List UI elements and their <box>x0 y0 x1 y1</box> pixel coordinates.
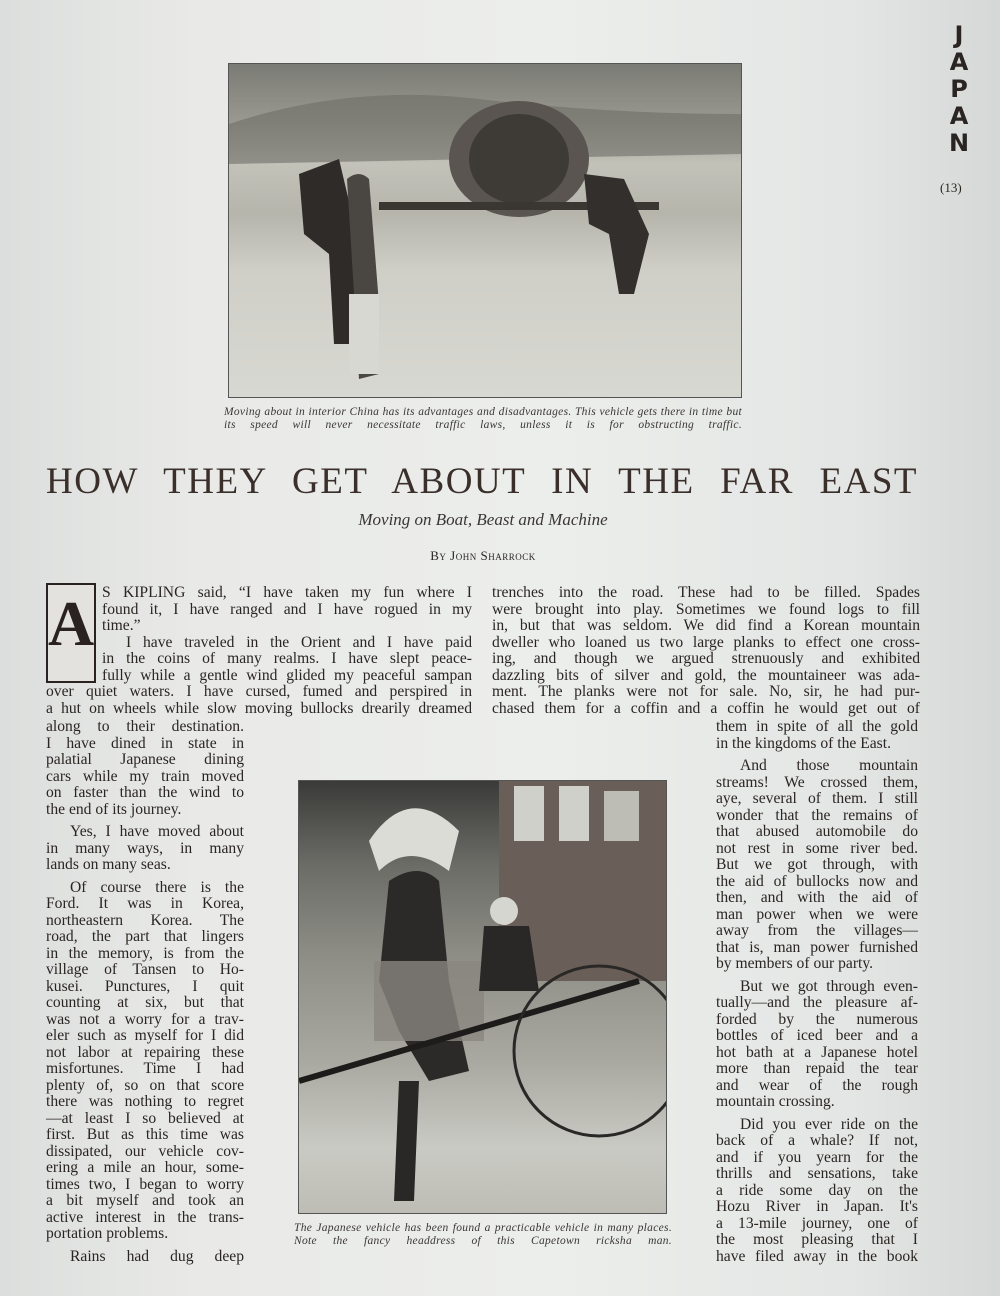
text-line: tually—and the pleasure af- <box>716 994 918 1011</box>
text-line: I have dined in state in <box>46 734 244 752</box>
text-line: lands on many seas. <box>46 856 171 873</box>
paragraph <box>716 979 918 1111</box>
text-line: the end of its journey. <box>46 800 182 818</box>
text-line: in the kingdoms of the East. <box>716 734 891 752</box>
paragraph <box>716 758 918 973</box>
text-line: bottles of iced beer and a <box>716 1027 918 1044</box>
text-line: by members of our party. <box>716 955 874 972</box>
text-line: misfortunes. Time I had <box>46 1060 244 1077</box>
text-line: plenty of, so on that score <box>46 1076 244 1094</box>
text-line: a 13-mile journey, one of <box>716 1214 918 1232</box>
text-line: aye, several of them. I still <box>716 790 918 807</box>
text-line: and wear of the rough <box>716 1076 918 1094</box>
text-line: there was nothing to regret <box>46 1093 244 1110</box>
text-line: Did you ever ride on the <box>740 1115 918 1133</box>
photo-caption: Moving about in interior China has its advantages and disadvantages. This vehicle gets there in time but its speed will never necessitate traffic laws, unless it is for obstructing traffic. <box>224 406 742 431</box>
text-line: dweller who loaned us two large planks to effect one cross- <box>492 633 920 651</box>
text-line: palatial Japanese dining <box>46 751 244 768</box>
text-line: a hut on wheels while slow moving bullocks drearily dreamed <box>46 699 472 717</box>
paragraph <box>46 824 244 874</box>
paragraph <box>46 1249 244 1266</box>
article-subtitle: Moving on Boat, Beast and Machine <box>358 510 608 529</box>
text-line: But we got through, with <box>716 856 918 873</box>
text-line: in, but that was seldom. We did find a Korean mountain <box>492 617 920 634</box>
text-line: them in spite of all the gold <box>716 718 918 735</box>
body-text-top-left-1 <box>102 585 472 684</box>
masthead-letter: N <box>948 129 970 157</box>
text-line: man power when we were <box>716 905 918 923</box>
masthead-letter: J <box>954 21 964 49</box>
masthead-letter: A <box>949 102 969 130</box>
photo-caption: The Japanese vehicle has been found a practicable vehicle in many places. Note the fancy headdress of this Capetown ricksha man. <box>294 1222 672 1247</box>
text-line: times two, I began to worry <box>46 1175 244 1193</box>
paragraph <box>716 1117 918 1266</box>
text-line: trenches into the road. These had to be filled. Spades <box>492 584 920 601</box>
text-line: dazzling bits of silver and gold, the mountaineer was ada- <box>492 666 920 684</box>
text-line: ing, and though we argued strenuously and exhibited <box>492 650 920 667</box>
text-line: counting at six, but that <box>46 994 244 1011</box>
text-line: then, and with the aid of <box>716 889 918 906</box>
text-line: in many ways, in many <box>46 839 244 857</box>
text-line: forded by the numerous <box>716 1010 918 1028</box>
paragraph <box>102 585 472 635</box>
text-line: a ride some day on the <box>716 1181 918 1199</box>
text-line: wonder that the remains of <box>716 806 918 824</box>
text-line: road, the part that lingers <box>46 928 244 945</box>
text-line: hot bath at a Japanese hotel <box>716 1043 918 1061</box>
masthead-japan <box>946 22 972 157</box>
text-line: dissipated, our vehicle cov- <box>46 1142 244 1160</box>
text-line: chased them for a coffin and a coffin he would get out of <box>492 699 920 717</box>
text-line: I have traveled in the Orient and I have paid <box>126 633 472 651</box>
paragraph <box>46 719 244 818</box>
text-line: not rest in some river bed. <box>716 839 918 857</box>
text-line: But we got through even- <box>740 977 918 995</box>
text-line: the most pleasing that I <box>716 1231 918 1248</box>
text-line: first. But as this time was <box>46 1126 244 1143</box>
drop-cap-letter: A <box>48 588 95 659</box>
text-line: away from the villages— <box>716 922 918 939</box>
text-line: and if you yearn for the <box>716 1148 918 1166</box>
body-text-top-left-2 <box>46 684 472 717</box>
text-line: not labor at repairing these <box>46 1043 244 1061</box>
text-line: in the memory, is from the <box>46 944 244 962</box>
text-line: mountain crossing. <box>716 1093 835 1110</box>
body-text-left-column <box>46 719 244 1265</box>
text-line: cars while my train moved <box>46 767 244 785</box>
article-byline: By John Sharrock <box>430 548 536 563</box>
text-line: back of a whale? If not, <box>716 1132 918 1149</box>
paragraph <box>492 585 920 717</box>
text-line: along to their destination. <box>46 718 244 735</box>
body-text-right-column <box>716 719 918 1265</box>
text-line: ering a mile an hour, some- <box>46 1159 244 1176</box>
paragraph <box>46 684 472 717</box>
text-line: —at least I so believed at <box>46 1109 244 1127</box>
text-line: in the coins of many realms. I have slept peace- <box>102 650 472 667</box>
masthead-letter: A <box>949 48 969 76</box>
text-line: portation problems. <box>46 1225 169 1242</box>
text-line: northeastern Korea. The <box>46 911 244 929</box>
photo-capetown-ricksha <box>298 780 667 1214</box>
drop-cap <box>46 583 96 683</box>
masthead-letter: P <box>950 75 968 103</box>
text-line: Of course there is the <box>70 878 244 896</box>
text-line: over quiet waters. I have cursed, fumed and perspired in <box>46 683 472 700</box>
text-line: more than repaid the tear <box>716 1060 918 1077</box>
text-line: was not a worry for a trav- <box>46 1010 244 1028</box>
text-line: Ford. It was in Korea, <box>46 895 244 912</box>
text-line: kusei. Punctures, I quit <box>46 977 244 995</box>
text-line: a bit myself and took an <box>46 1192 244 1209</box>
body-text-top-right <box>492 585 920 717</box>
paragraph <box>46 880 244 1243</box>
text-line: Rains had dug deep <box>70 1247 244 1265</box>
text-line: active interest in the trans- <box>46 1208 244 1226</box>
photo-china-mule-cart <box>228 63 742 398</box>
text-line: fully while a gentle wind glided my peaceful sampan <box>102 666 472 684</box>
text-line: found it, I have ranged and I have rogued in my <box>102 600 472 618</box>
text-line: village of Tansen to Ho- <box>46 961 244 978</box>
text-line: Hozu River in Japan. It's <box>716 1198 918 1215</box>
text-line: were brought into play. Sometimes we found logs to fill <box>492 600 920 618</box>
text-line: that abused automobile do <box>716 823 918 840</box>
article-title: HOW THEY GET ABOUT IN THE FAR EAST <box>46 461 918 502</box>
text-line: on faster than the wind to <box>46 784 244 801</box>
text-line: time.” <box>102 617 141 634</box>
text-line: have filed away in the book <box>716 1247 918 1265</box>
paragraph <box>716 719 918 752</box>
page-number: (13) <box>940 180 962 195</box>
text-line: that is, man power furnished <box>716 938 918 956</box>
text-line: thrills and sensations, take <box>716 1165 918 1182</box>
text-line: the aid of bullocks now and <box>716 872 918 890</box>
text-line: streams! We crossed them, <box>716 773 918 791</box>
text-line: eler such as myself for I did <box>46 1027 244 1044</box>
text-line: S KIPLING said, “I have taken my fun where I <box>102 584 472 601</box>
text-line: And those mountain <box>740 757 918 774</box>
text-line: ment. The planks were not for sale. No, sir, he had pur- <box>492 683 920 700</box>
text-line: Yes, I have moved about <box>70 823 244 840</box>
paragraph <box>102 635 472 685</box>
